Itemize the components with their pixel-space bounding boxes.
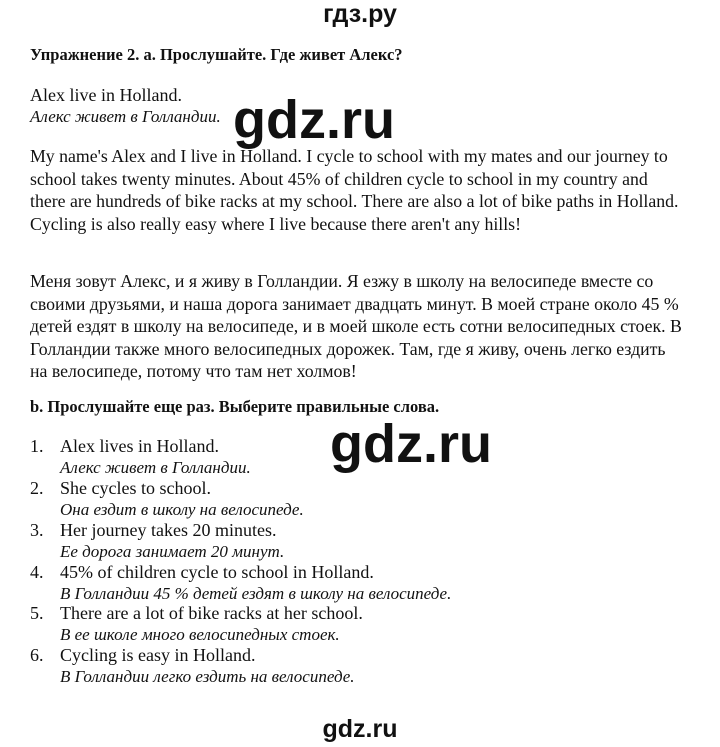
item-number: 3. [30,520,44,540]
item-number: 4. [30,562,44,582]
watermark: gdz.ru [233,90,395,150]
answer-en: Alex live in Holland. [30,85,182,105]
item-number: 6. [30,645,44,665]
footer-watermark: gdz.ru [322,715,398,743]
item-ru: Ее дорога занимает 20 минут. [60,542,285,561]
item-number: 1. [30,436,44,456]
exercise-title: Упражнение 2. a. Прослушайте. Где живет Алекс? [30,45,403,64]
item-ru: В Голландии легко ездить на велосипеде. [60,667,355,686]
text-ru: Меня зовут Алекс, и я живу в Голландии. Я езжу в школу на велосипеде вместе со своими друзьями, и наша дорога занимает двадцать минут. В моей стране около 45 % детей ездят в школу на велосипеде, и в моей школе есть сотни велосипедных стоек. В Голландии также много велосипедных дорожек. Там, где я живу, очень легко ездить на велосипеде, потому что там нет холмов! [30,271,682,381]
item-number: 2. [30,478,44,498]
item-en: There are a lot of bike racks at her school. [60,603,363,623]
item-en: Cycling is easy in Holland. [60,645,256,665]
part-b-title: b. Прослушайте еще раз. Выберите правильные слова. [30,397,440,416]
item-ru: В Голландии 45 % детей ездят в школу на велосипеде. [60,584,452,603]
item-en: 45% of children cycle to school in Holland. [60,562,374,582]
site-header: гдз.ру [323,0,397,28]
watermark: gdz.ru [330,414,492,474]
text-en: My name's Alex and I live in Holland. I cycle to school with my mates and our journey to school takes twenty minutes. About 45% of children cycle to school in my country and there are hundreds of bike racks at my school. There are also a lot of bike paths in Holland. Cycling is also really easy where I live because there aren't any hills! [30,146,679,234]
item-en: Alex lives in Holland. [60,436,219,456]
item-ru: В ее школе много велосипедных стоек. [60,625,340,644]
item-ru: Алекс живет в Голландии. [60,458,251,477]
item-en: She cycles to school. [60,478,211,498]
item-ru: Она ездит в школу на велосипеде. [60,500,304,519]
item-number: 5. [30,603,44,623]
item-en: Her journey takes 20 minutes. [60,520,277,540]
answer-ru: Алекс живет в Голландии. [30,107,221,126]
